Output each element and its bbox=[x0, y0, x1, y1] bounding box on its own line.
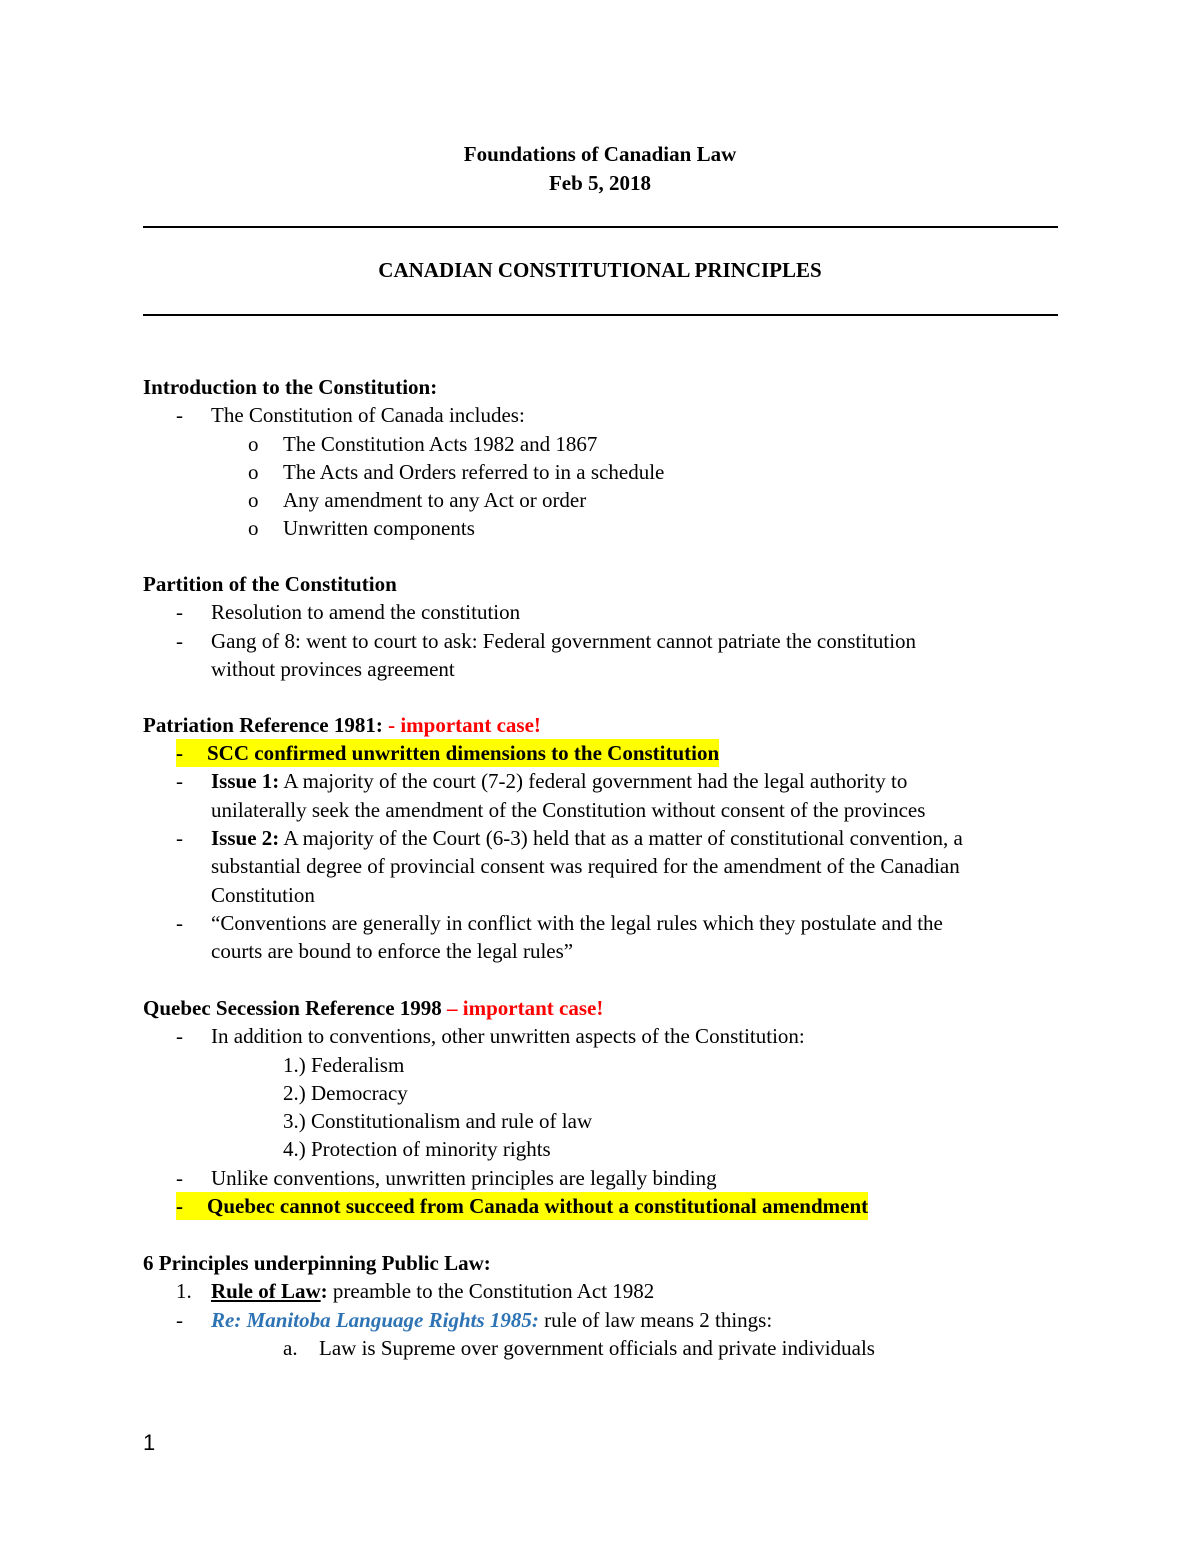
important-tag: – important case! bbox=[441, 996, 604, 1020]
section-title: CANADIAN CONSTITUTIONAL PRINCIPLES bbox=[378, 258, 822, 282]
circle-bullet: o bbox=[248, 488, 259, 512]
number-marker: 1. bbox=[176, 1279, 192, 1303]
numbered-item: 1.) Federalism bbox=[283, 1053, 405, 1077]
bottom-divider bbox=[143, 314, 1058, 316]
circle-bullet: o bbox=[248, 432, 259, 456]
document-date: Feb 5, 2018 bbox=[548, 171, 652, 195]
issue1-continuation: unilaterally seek the amendment of the Constitution without consent of the provinces bbox=[211, 798, 926, 822]
dash-marker: - bbox=[176, 826, 183, 850]
top-divider bbox=[143, 226, 1058, 228]
quebec-heading: Quebec Secession Reference 1998 – important case! bbox=[143, 996, 604, 1020]
dash-marker: - bbox=[176, 1308, 183, 1332]
important-tag: - important case! bbox=[382, 713, 541, 737]
dash-marker: - bbox=[176, 911, 183, 935]
dash-marker: - bbox=[176, 769, 183, 793]
dash-marker: - bbox=[176, 403, 183, 427]
numbered-item: 4.) Protection of minority rights bbox=[283, 1137, 551, 1161]
circle-bullet: o bbox=[248, 460, 259, 484]
dash-marker: - bbox=[176, 600, 183, 624]
issue2-continuation: Constitution bbox=[211, 883, 315, 907]
rule-of-law-label: Rule of Law bbox=[211, 1279, 321, 1303]
intro-heading: Introduction to the Constitution: bbox=[143, 375, 438, 399]
quote-continuation: courts are bound to enforce the legal rules” bbox=[211, 939, 574, 963]
patriation-heading: Patriation Reference 1981: - important case! bbox=[143, 713, 541, 737]
dash-marker: - bbox=[176, 1166, 183, 1190]
partition-heading: Partition of the Constitution bbox=[143, 572, 397, 596]
case-name: Re: Manitoba Language Rights 1985: bbox=[211, 1308, 539, 1332]
dash-marker: - bbox=[176, 629, 183, 653]
principles-heading: 6 Principles underpinning Public Law: bbox=[143, 1251, 491, 1275]
circle-bullet: o bbox=[248, 516, 259, 540]
partition-continuation: without provinces agreement bbox=[211, 657, 455, 681]
numbered-item: 2.) Democracy bbox=[283, 1081, 408, 1105]
numbered-item: 3.) Constitutionalism and rule of law bbox=[283, 1109, 593, 1133]
document-page: Foundations of Canadian Law Feb 5, 2018 CANADIAN CONSTITUTIONAL PRINCIPLES Introduction to the Constitution: - The Constitution of Canada includes: o The Constitution Acts 1982 and 1867 o The Acts and Orders referred to in a schedule o Any amendment to any Act or order o Unwritten components Partition of the Constitution - Resolution to amend the constitution - Gang of 8: went to court to ask: Federal government cannot patriate the constitution without provinces agreement Patriation Reference 1981: - important case! - SCC confirmed unwritten dimensions to the Constitution - Issue 1: A majority of the court (7-2) federal government had the legal authority to unilaterally seek the amendment of the Constitution without consent of the provinces - Issue 2: A majority of the Court (6-3) held that as a matter of constitutional convention, a substantial degree of provincial consent was required for the amendment of the Canadian Constitution - “Conventions are generally in conflict with the legal rules which they postulate and the courts are bound to enforce the legal rules” Quebec Secession Reference 1998 – important case! - In addition to conventions, other unwritten aspects of the Constitution: 1.) Federalism 2.) Democracy 3.) Constitutionalism and rule of law 4.) Protection of minority rights - Unlike conventions, unwritten principles are legally binding - Quebec cannot succeed from Canada without a constitutional amendment 6 Principles underpinning Public Law: 1. Rule of Law: preamble to the Constitution Act 1982 - Re: Manitoba Language Rights 1985: rule of law means 2 things: a. Law is Supreme over government officials and private individuals 1 bbox=[0, 0, 1200, 1553]
page-number: 1 bbox=[143, 1430, 156, 1455]
letter-marker: a. bbox=[283, 1336, 298, 1360]
dash-marker: - bbox=[176, 1024, 183, 1048]
issue2-continuation: substantial degree of provincial consent was required for the amendment of the Canadian bbox=[211, 854, 960, 878]
course-title: Foundations of Canadian Law bbox=[463, 142, 737, 166]
